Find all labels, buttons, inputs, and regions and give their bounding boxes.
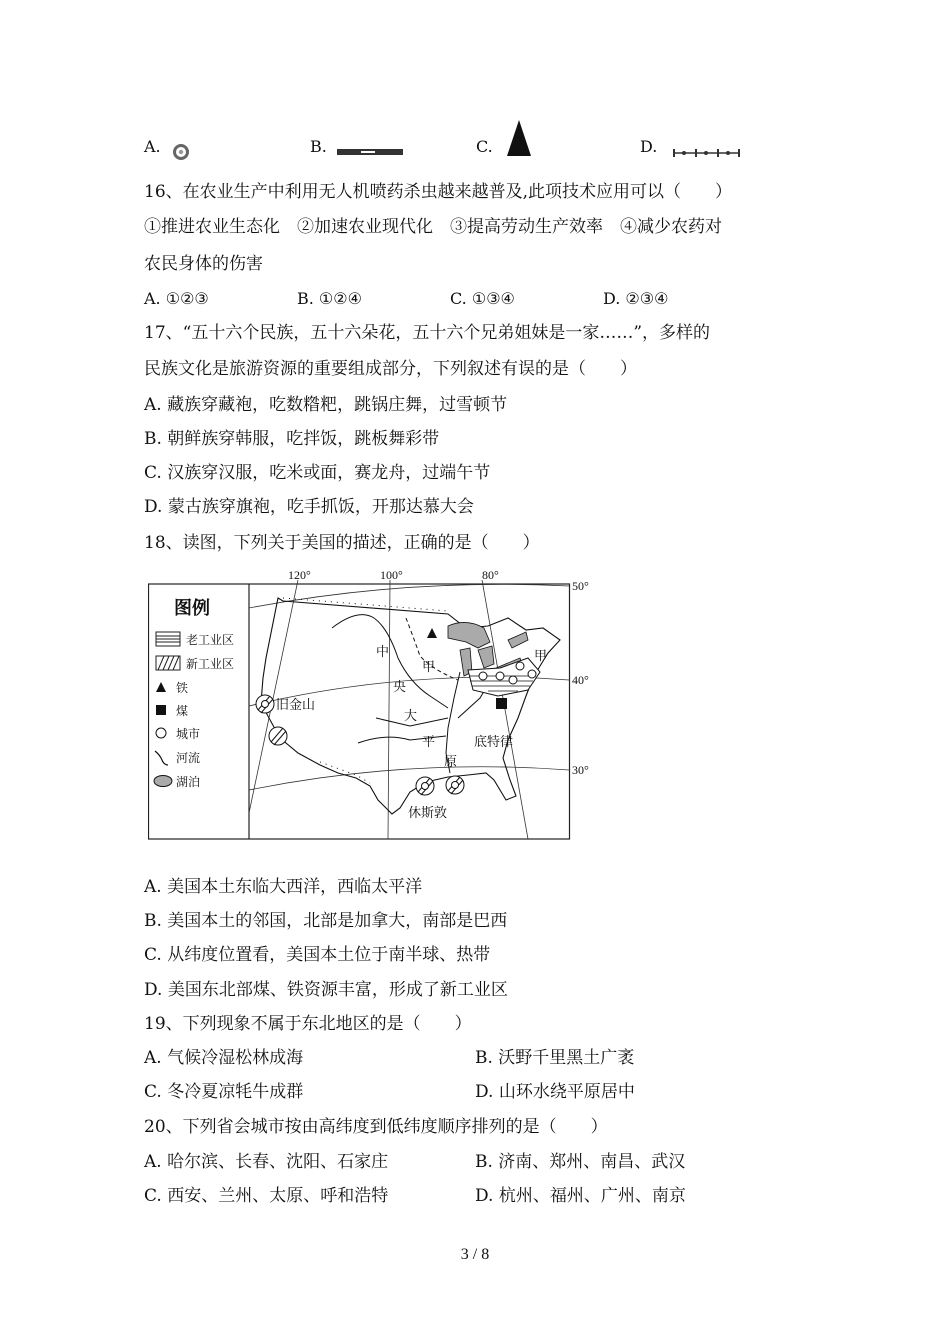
bar-line-symbol-icon — [337, 147, 403, 157]
map-frame — [149, 584, 570, 839]
plain-char-1: 中 — [376, 645, 390, 660]
legend-river: 河流 — [176, 751, 201, 765]
latitude-30: 30° — [572, 763, 589, 777]
coal-marker-icon — [496, 698, 507, 709]
latitude-40: 40° — [572, 673, 589, 687]
q19-option-c: C. 冬冷夏凉牦牛成群 — [144, 1082, 304, 1102]
q17-option-b: B. 朝鲜族穿韩服，吃拌饭，跳板舞彩带 — [144, 429, 440, 449]
q18-option-a: A. 美国本土东临大西洋，西临太平洋 — [144, 877, 423, 897]
plain-char-4: 平 — [422, 735, 436, 750]
q20-option-a: A. 哈尔滨、长春、沈阳、石家庄 — [144, 1152, 389, 1172]
q15-option-a: A. — [144, 137, 161, 156]
q18-option-d: D. 美国东北部煤、铁资源丰富，形成了新工业区 — [144, 980, 508, 1000]
q18-stem: 18、读图，下列关于美国的描述，正确的是（ ） — [144, 533, 540, 553]
q17-option-a: A. 藏族穿藏袍，吃数糌粑，跳锅庄舞，过雪顿节 — [144, 395, 508, 415]
q17-stem-line2: 民族文化是旅游资源的重要组成部分，下列叙述有误的是（ ） — [144, 359, 637, 379]
legend-lake: 湖泊 — [176, 775, 201, 789]
q16-items: ①推进农业生态化 ②加速农业现代化 ③提高劳动生产效率 ④减少农药对 — [144, 217, 722, 237]
legend-new-industry-swatch — [156, 656, 180, 670]
dotted-line-symbol-icon — [672, 147, 742, 159]
q16-option-b: B. ①②④ — [297, 289, 362, 308]
q16-option-a: A. ①②③ — [144, 289, 209, 308]
plain-char-3: 大 — [404, 709, 418, 724]
q18-option-b: B. 美国本土的邻国，北部是加拿大，南部是巴西 — [144, 911, 508, 931]
q20-option-d: D. 杭州、福州、广州、南京 — [475, 1186, 686, 1206]
legend-iron: 铁 — [176, 681, 189, 695]
legend-old-industry-swatch — [156, 632, 180, 646]
longitude-100: 100° — [380, 568, 403, 582]
legend-city: 城市 — [176, 727, 201, 741]
q20-stem: 20、下列省会城市按由高纬度到低纬度顺序排列的是（ ） — [144, 1117, 608, 1137]
jia-label-east: 甲 — [534, 649, 548, 664]
q17-option-d: D. 蒙古族穿旗袍，吃手抓饭，开那达慕大会 — [144, 497, 474, 517]
page-number: 3 / 8 — [460, 1246, 490, 1263]
legend-lake-icon — [154, 776, 172, 787]
q19-option-d: D. 山环水绕平原居中 — [475, 1082, 635, 1102]
legend-coal-icon — [156, 705, 166, 715]
q20-option-b: B. 济南、郑州、南昌、武汉 — [475, 1152, 686, 1172]
city-label-san-francisco: 旧金山 — [276, 698, 316, 713]
q20-option-c: C. 西安、兰州、太原、呼和浩特 — [144, 1186, 389, 1206]
q15-option-c: C. — [476, 137, 493, 156]
q15-option-d: D. — [640, 137, 658, 156]
q19-option-a: A. 气候冷湿松林成海 — [144, 1048, 304, 1068]
q16-option-c: C. ①③④ — [450, 289, 515, 308]
longitude-80: 80° — [482, 568, 499, 582]
legend-old-industry: 老工业区 — [186, 633, 235, 647]
q17-stem-line1: 17、“五十六个民族，五十六朵花，五十六个兄弟姐妹是一家……”，多样的 — [144, 323, 711, 343]
city-label-detroit: 底特律 — [474, 735, 514, 750]
jia-label-west: 甲 — [422, 660, 436, 675]
legend-new-industry: 新工业区 — [186, 657, 235, 671]
q16-items-continued: 农民身体的伤害 — [144, 254, 263, 274]
q16-option-d: D. ②③④ — [603, 289, 669, 308]
ring-symbol-icon — [172, 143, 190, 161]
plain-char-5: 原 — [444, 755, 458, 770]
q17-option-c: C. 汉族穿汉服，吃米或面，赛龙舟，过端午节 — [144, 463, 491, 483]
q16-stem: 16、在农业生产中利用无人机喷药杀虫越来越普及,此项技术应用可以（ ） — [144, 182, 733, 202]
legend-city-icon — [156, 728, 166, 738]
q15-option-b: B. — [310, 137, 327, 156]
q19-option-b: B. 沃野千里黑土广袤 — [475, 1048, 635, 1068]
plain-char-2: 央 — [393, 680, 407, 695]
q18-option-c: C. 从纬度位置看，美国本土位于南半球、热带 — [144, 945, 491, 965]
city-label-houston: 休斯敦 — [408, 806, 448, 821]
legend-title: 图例 — [174, 598, 210, 619]
latitude-50: 50° — [572, 579, 589, 593]
longitude-120: 120° — [288, 568, 311, 582]
triangle-symbol-icon — [506, 119, 532, 157]
usa-industry-map — [148, 568, 598, 843]
q19-stem: 19、下列现象不属于东北地区的是（ ） — [144, 1014, 472, 1034]
legend-coal: 煤 — [176, 704, 189, 718]
